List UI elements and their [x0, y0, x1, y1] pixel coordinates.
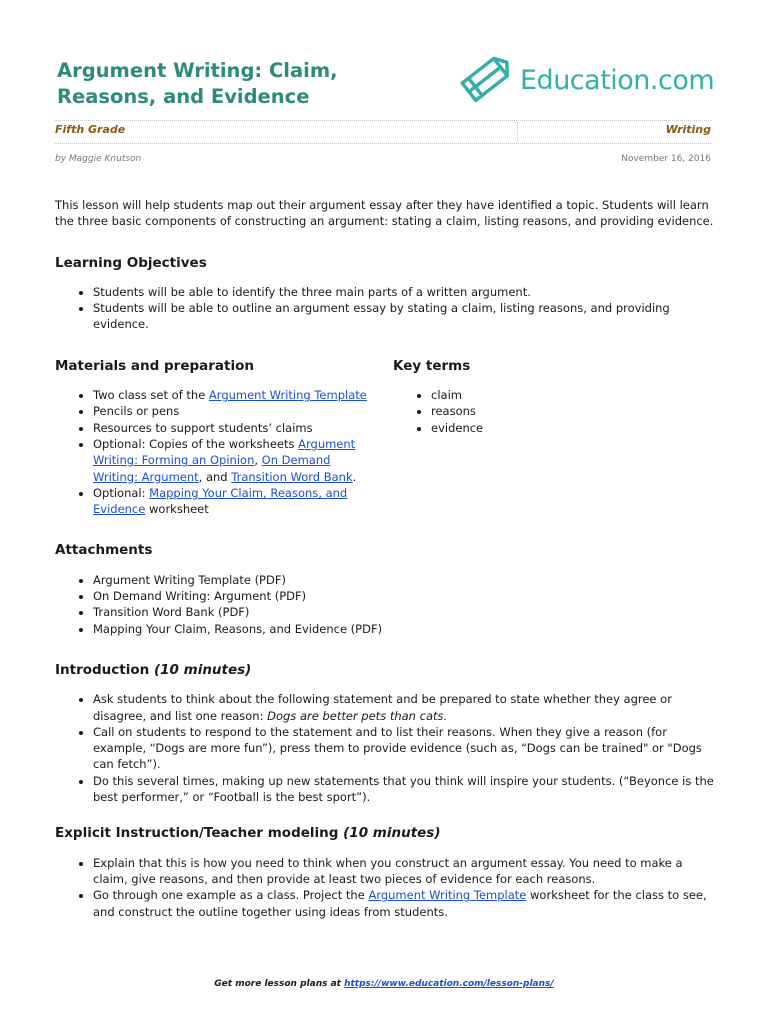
- item-italic: Dogs are better pets than cats.: [267, 708, 448, 723]
- attachments-heading: Attachments: [55, 542, 153, 559]
- time-label: (10 minutes): [343, 825, 441, 842]
- time-label: (10 minutes): [153, 661, 252, 678]
- list-item: • Resources to support students’ claims: [93, 420, 375, 436]
- list-item: [93, 436, 375, 485]
- item-text: Ask students to think about the following statement and be prepared to state whether they agree or disagree, and list one reason:: [93, 692, 672, 723]
- list-item: • claim: [431, 387, 693, 403]
- item-text: worksheet: [145, 502, 209, 517]
- subject-label: Writing: [665, 123, 711, 136]
- grade-label: Fifth Grade: [55, 123, 126, 136]
- argument-writing-template-link[interactable]: Argument Writing Template: [368, 888, 527, 903]
- item-text: worksheet for the class to see, and construct the outline together using ideas from students.: [93, 888, 707, 919]
- explicit-instruction-list: [55, 855, 715, 920]
- intro-paragraph: This lesson will help students map out their argument essay after they have identified a topic. Students will learn the three basic components of constructing an argument: stating a claim, listing reasons, and providing evidence.: [55, 198, 714, 229]
- list-item: • Pencils or pens: [93, 403, 375, 419]
- lesson-plans-link[interactable]: https://www.education.com/lesson-plans/: [344, 979, 554, 989]
- heading-text: Introduction: [55, 661, 150, 678]
- list-item: • Students will be able to identify the three main parts of a written argument.: [93, 284, 715, 300]
- divider: [55, 143, 711, 144]
- introduction-heading: [55, 662, 715, 678]
- key-terms-section: [393, 358, 693, 518]
- lesson-body: [55, 197, 715, 920]
- mapping-claim-link[interactable]: Mapping Your Claim, Reasons, and Evidence: [93, 485, 348, 517]
- title-line-1: Argument Writing: Claim,: [57, 59, 338, 82]
- list-item: • Students will be able to outline an argument essay by stating a claim, listing reasons, and providing evidence.: [93, 300, 715, 333]
- divider: [55, 120, 711, 121]
- argument-writing-template-link[interactable]: Argument Writing Template: [208, 388, 367, 403]
- list-item: • Mapping Your Claim, Reasons, and Evidence (PDF): [93, 621, 715, 637]
- materials-keyterms-row: [55, 358, 715, 518]
- page-title: [57, 58, 417, 110]
- objectives-heading: Learning Objectives: [55, 254, 207, 271]
- item-text: ,: [254, 453, 262, 468]
- objectives-list: [55, 284, 715, 333]
- list-item: [93, 387, 375, 403]
- divider: [517, 122, 518, 142]
- byline-row: [55, 154, 711, 164]
- materials-heading: Materials and preparation: [55, 357, 254, 374]
- title-line-2: Reasons, and Evidence: [57, 85, 310, 108]
- key-terms-heading: Key terms: [393, 357, 471, 374]
- item-text: Two class set of the: [93, 388, 209, 403]
- author: by Maggie Knutson: [55, 154, 142, 164]
- materials-section: [55, 358, 393, 518]
- list-item: • reasons: [431, 403, 693, 419]
- list-item: • evidence: [431, 420, 693, 436]
- forming-an-opinion-link[interactable]: Argument Writing: Forming an Opinion: [93, 436, 356, 468]
- list-item: • On Demand Writing: Argument (PDF): [93, 588, 715, 604]
- footer-text: Get more lesson plans at: [214, 979, 345, 989]
- list-item: • Do this several times, making up new statements that you think will inspire your students. (“Beyonce is the best performer,” or “Football is the best sport”).: [93, 773, 715, 806]
- item-text: Go through one example as a class. Project the: [93, 888, 369, 903]
- item-text: Optional: Copies of the worksheets: [93, 436, 299, 451]
- list-item: • Explain that this is how you need to think when you construct an argument essay. You need to make a claim, give reasons, and then provide at least two pieces of evidence for each reasons.: [93, 855, 715, 888]
- publish-date: November 16, 2016: [621, 154, 711, 164]
- education-com-logo[interactable]: [456, 56, 714, 106]
- attachments-list: [55, 572, 715, 637]
- introduction-list: [55, 691, 715, 805]
- list-item: [93, 691, 715, 724]
- item-text: .: [352, 469, 357, 484]
- pencil-logo-icon: [456, 56, 516, 106]
- materials-list: [55, 387, 393, 517]
- item-text: , and: [198, 469, 232, 484]
- list-item: • Call on students to respond to the statement and to list their reasons. When they give a reason (for example, “Dogs are more fun”), press them to provide evidence (such as, “Dogs can be trained" or "Dogs can fetch”).: [93, 724, 715, 773]
- list-item: • Transition Word Bank (PDF): [93, 604, 715, 620]
- key-terms-list: [393, 387, 693, 436]
- list-item: • Argument Writing Template (PDF): [93, 572, 715, 588]
- heading-text: Explicit Instruction/Teacher modeling: [55, 825, 339, 842]
- list-item: [93, 887, 715, 920]
- item-text: Optional:: [93, 485, 150, 500]
- explicit-instruction-heading: [55, 825, 715, 841]
- list-item: [93, 485, 375, 518]
- meta-row: [55, 123, 711, 136]
- logo-wordmark: Education.com: [520, 65, 715, 96]
- transition-word-bank-link[interactable]: Transition Word Bank: [231, 469, 353, 484]
- on-demand-writing-link[interactable]: On Demand Writing: Argument: [93, 453, 331, 484]
- footer: [0, 979, 768, 989]
